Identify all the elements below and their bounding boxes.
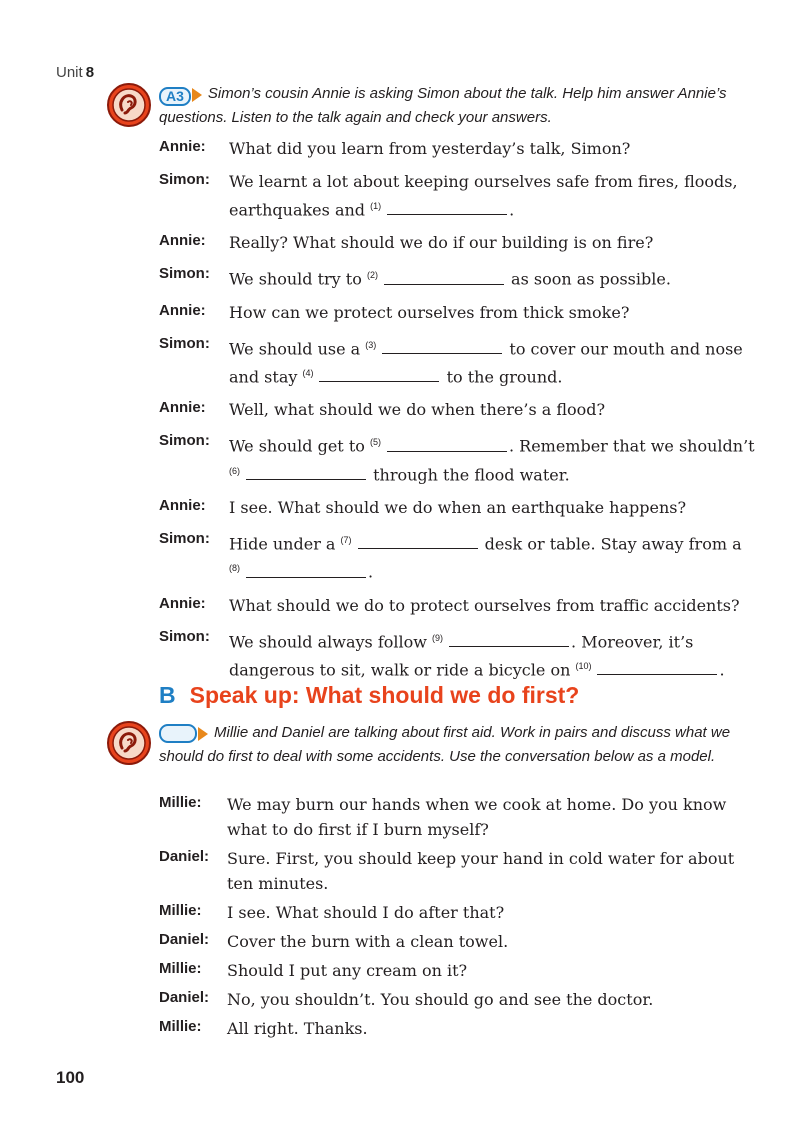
dialogue-line	[159, 169, 759, 222]
dialogue-text: Sure. First, you should keep your hand in cold water for about ten minutes.	[227, 849, 735, 893]
blank-number: (4)	[302, 367, 314, 378]
dialogue-line	[159, 430, 759, 487]
dialogue-text: Cover the burn with a clean towel.	[227, 932, 509, 951]
speaker-name: Millie:	[159, 1018, 202, 1035]
dialogue-text: All right. Thanks.	[227, 1019, 368, 1038]
dialogue-text	[229, 528, 759, 585]
text-segment: We should use a	[229, 338, 366, 358]
speaker-name: Simon:	[159, 265, 210, 283]
dialogue-line	[159, 528, 759, 585]
dialogue-line	[159, 929, 759, 954]
speaker-name: Simon:	[159, 627, 210, 645]
text-segment: .	[509, 200, 515, 220]
answer-blank[interactable]	[246, 465, 366, 480]
text-segment: How can we protect ourselves from thick smoke?	[229, 302, 630, 322]
speaker-name: Simon:	[159, 334, 210, 352]
speaker-name: Simon:	[159, 529, 210, 547]
dialogue-line	[159, 230, 759, 255]
dialogue-line	[159, 1016, 759, 1041]
speaker-name: Daniel:	[159, 989, 210, 1006]
ear-icon	[106, 82, 152, 128]
section-b-instruction	[159, 722, 739, 767]
answer-blank[interactable]	[384, 270, 504, 285]
answer-blank[interactable]	[387, 437, 507, 452]
speaker-name: Millie:	[159, 960, 202, 977]
unit-number: 8	[85, 64, 95, 81]
dialogue-text	[229, 430, 759, 487]
section-b-dialogue	[159, 792, 759, 1045]
text-segment: We learnt a lot about keeping ourselves safe from fires, floods, earthquakes and	[229, 172, 738, 220]
answer-blank[interactable]	[358, 534, 478, 549]
dialogue-text: We may burn our hands when we cook at home. Do you know what to do first if I burn myself?	[227, 795, 727, 839]
track-label: A3	[159, 87, 191, 106]
text-segment: Really? What should we do if our building is on fire?	[229, 233, 654, 253]
dialogue-line	[159, 300, 759, 325]
a3-instruction-text: Simon’s cousin Annie is asking Simon about the talk. Help him answer Annie’s questions. Listen to the talk again and check your answers.	[159, 85, 727, 126]
text-segment: We should try to	[229, 269, 367, 289]
blank-number: (5)	[369, 437, 381, 448]
dialogue-text	[229, 230, 759, 255]
blank-number: (3)	[365, 339, 377, 350]
dialogue-line	[159, 263, 759, 291]
dialogue-line	[159, 900, 759, 925]
answer-blank[interactable]	[449, 632, 569, 647]
speaker-name: Annie:	[159, 301, 206, 319]
section-title: Speak up: What should we do first?	[189, 682, 580, 708]
dialogue-text: Should I put any cream on it?	[227, 961, 468, 980]
dialogue-line	[159, 626, 759, 683]
answer-blank[interactable]	[597, 660, 717, 675]
dialogue-text	[229, 333, 759, 390]
text-segment: .	[368, 562, 374, 582]
text-segment: . Remember that we shouldn’t	[508, 436, 755, 456]
blank-number: (10)	[575, 660, 592, 671]
a3-instruction	[159, 83, 739, 128]
dialogue-line	[159, 987, 759, 1012]
blank-number: (1)	[370, 201, 382, 211]
speaker-name: Simon:	[159, 432, 210, 450]
text-segment: We should get to	[229, 436, 370, 456]
dialogue-line	[159, 792, 759, 842]
speaker-name: Annie:	[159, 138, 206, 155]
blank-number: (2)	[366, 270, 378, 281]
answer-blank[interactable]	[382, 339, 502, 354]
track-a3-button[interactable]	[159, 86, 202, 107]
text-segment: through the flood water.	[368, 464, 570, 484]
text-segment: Well, what should we do when there’s a flood?	[229, 400, 606, 420]
section-b-heading	[159, 682, 579, 709]
speaker-name: Annie:	[159, 399, 206, 417]
text-segment: . Moreover, it’s dangerous to sit, walk or ride a bicycle on	[229, 631, 694, 680]
dialogue-line	[159, 593, 759, 618]
dialogue-text	[229, 626, 759, 683]
dialogue-text	[229, 495, 759, 520]
dialogue-line	[159, 958, 759, 983]
blank-number: (9)	[432, 632, 444, 643]
speaker-name: Millie:	[159, 902, 202, 919]
unit-header	[56, 64, 94, 81]
dialogue-line	[159, 495, 759, 520]
dialogue-text	[229, 593, 759, 618]
answer-blank[interactable]	[319, 367, 439, 382]
page-number: 100	[56, 1068, 85, 1087]
play-icon	[192, 88, 202, 102]
speaker-name: Simon:	[159, 171, 210, 188]
text-segment: We should always follow	[229, 631, 433, 651]
text-segment: Hide under a	[229, 534, 341, 554]
text-segment: .	[719, 660, 725, 680]
speaker-name: Annie:	[159, 496, 206, 514]
unit-word: Unit	[56, 64, 83, 81]
dialogue-text	[229, 263, 759, 291]
text-segment: to cover our mouth and nose and stay	[229, 338, 743, 387]
track-b-button[interactable]	[159, 724, 208, 746]
section-b-instruction-text: Millie and Daniel are talking about first aid. Work in pairs and discuss what we should do first to deal with some accidents. Use the conversation below as a model.	[159, 724, 731, 765]
answer-blank[interactable]	[387, 200, 507, 215]
dialogue-line	[159, 136, 759, 161]
speaker-name: Annie:	[159, 594, 206, 612]
dialogue-line	[159, 846, 759, 896]
text-segment: to the ground.	[441, 367, 563, 387]
answer-blank[interactable]	[246, 563, 366, 578]
dialogue-line	[159, 333, 759, 390]
blank-number: (6)	[229, 465, 240, 476]
blank-number: (7)	[340, 534, 352, 545]
dialogue-text	[229, 397, 759, 422]
speaker-name: Daniel:	[159, 848, 210, 865]
dialogue-text	[229, 300, 759, 325]
blank-number: (8)	[229, 563, 240, 574]
dialogue-line	[159, 397, 759, 422]
text-segment: desk or table. Stay away from a	[479, 534, 742, 554]
a3-dialogue	[159, 136, 759, 690]
dialogue-text	[229, 136, 759, 161]
dialogue-text: No, you shouldn’t. You should go and see the doctor.	[227, 990, 654, 1009]
section-letter: B	[159, 682, 176, 708]
text-segment: as soon as possible.	[505, 269, 671, 289]
ear-icon	[106, 720, 152, 766]
speaker-name: Daniel:	[159, 931, 210, 948]
text-segment: I see. What should we do when an earthquake happens?	[229, 497, 687, 517]
text-segment: What should we do to protect ourselves from traffic accidents?	[229, 595, 740, 615]
speaker-name: Millie:	[159, 794, 202, 811]
play-icon	[198, 727, 208, 741]
dialogue-text	[229, 169, 759, 222]
dialogue-text: I see. What should I do after that?	[227, 903, 505, 922]
text-segment: What did you learn from yesterday’s talk, Simon?	[229, 139, 631, 158]
track-label	[159, 724, 197, 743]
speaker-name: Annie:	[159, 232, 206, 250]
